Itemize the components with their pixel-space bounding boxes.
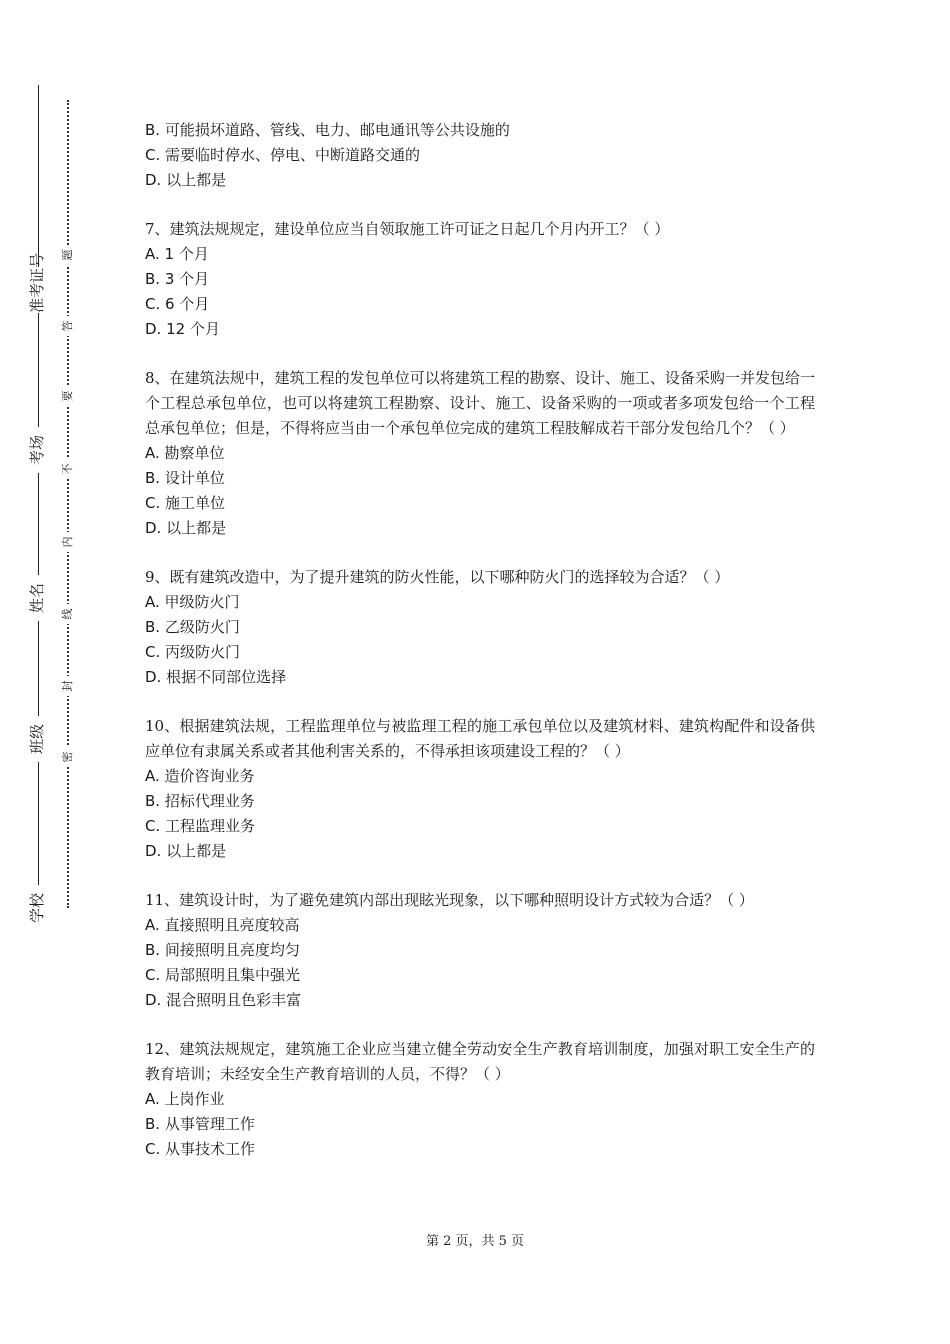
question-stem: 9、既有建筑改造中，为了提升建筑的防火性能，以下哪种防火门的选择较为合适？（ ）	[145, 568, 730, 586]
question-7	[145, 217, 815, 342]
option: C. 6 个月	[145, 295, 210, 313]
question-11	[145, 888, 815, 1013]
seal-char: 题	[60, 245, 76, 265]
field-name-label: 姓名	[24, 575, 50, 621]
seal-char: 内	[60, 532, 76, 552]
page-footer: 第 2 页，共 5 页	[425, 1234, 525, 1249]
question-10	[145, 714, 815, 864]
option: D. 12 个月	[145, 320, 220, 338]
option: B. 间接照明且亮度均匀	[145, 941, 300, 959]
question-stem: 12、建筑法规规定，建筑施工企业应当建立健全劳动安全生产教育培训制度，加强对职工安全生产的教育培训；未经安全生产教育培训的人员，不得？（ ）	[145, 1040, 815, 1083]
question-9	[145, 565, 815, 690]
option: B. 乙级防火门	[145, 618, 240, 636]
binding-solid-line	[38, 85, 39, 925]
option: A. 上岗作业	[145, 1090, 225, 1108]
option: D. 以上都是	[145, 519, 227, 537]
field-school-label: 学校	[24, 885, 50, 931]
seal-char: 答	[60, 316, 76, 336]
binding-margin	[0, 0, 100, 1344]
seal-char: 密	[60, 747, 76, 767]
field-exam-number-label: 准考证号	[24, 267, 50, 313]
option: C. 工程监理业务	[145, 817, 256, 835]
option: C. 从事技术工作	[145, 1140, 256, 1158]
option: C. 丙级防火门	[145, 643, 241, 661]
question-content	[145, 118, 815, 1186]
option: D. 以上都是	[145, 842, 227, 860]
field-exam-room-label: 考场	[24, 427, 50, 473]
question-stem: 8、在建筑法规中，建筑工程的发包单位可以将建筑工程的勘察、设计、施工、设备采购一并发包给一个工程总承包单位，也可以将建筑工程勘察、设计、施工、设备采购的一项或者多项发包给一个工程总承包单位；但是，不得将应当由一个承包单位完成的建筑工程肢解成若干部分发包给几个？（ ）	[145, 369, 815, 437]
option: B. 可能损坏道路、管线、电力、邮电通讯等公共设施的	[145, 121, 510, 139]
question-12	[145, 1037, 815, 1162]
question-stem: 11、建筑设计时，为了避免建筑内部出现眩光现象，以下哪种照明设计方式较为合适？（ ）	[145, 891, 754, 909]
question-6-continued	[145, 118, 815, 193]
option: C. 需要临时停水、停电、中断道路交通的	[145, 146, 421, 164]
question-8	[145, 366, 815, 541]
option: B. 招标代理业务	[145, 792, 255, 810]
seal-char: 线	[60, 604, 76, 624]
seal-char: 不	[60, 459, 76, 479]
question-stem: 10、根据建筑法规，工程监理单位与被监理工程的施工承包单位以及建筑材料、建筑构配件和设备供应单位有隶属关系或者其他利害关系的，不得承担该项建设工程的？（ ）	[145, 717, 815, 760]
seal-char: 要	[60, 386, 76, 406]
option: D. 以上都是	[145, 171, 227, 189]
option: B. 设计单位	[145, 469, 225, 487]
option: D. 混合照明且色彩丰富	[145, 991, 302, 1009]
option: D. 根据不同部位选择	[145, 668, 287, 686]
option: B. 3 个月	[145, 270, 210, 288]
option: B. 从事管理工作	[145, 1115, 255, 1133]
option: C. 施工单位	[145, 494, 226, 512]
option: A. 勘察单位	[145, 444, 225, 462]
question-stem: 7、建筑法规规定，建设单位应当自领取施工许可证之日起几个月内开工？（ ）	[145, 220, 670, 238]
option: C. 局部照明且集中强光	[145, 966, 301, 984]
option: A. 1 个月	[145, 245, 209, 263]
field-class-label: 班级	[24, 716, 50, 762]
option: A. 造价咨询业务	[145, 767, 255, 785]
binding-dotted-line	[67, 100, 69, 908]
option: A. 甲级防火门	[145, 593, 240, 611]
seal-char: 封	[60, 676, 76, 696]
option: A. 直接照明且亮度较高	[145, 916, 300, 934]
